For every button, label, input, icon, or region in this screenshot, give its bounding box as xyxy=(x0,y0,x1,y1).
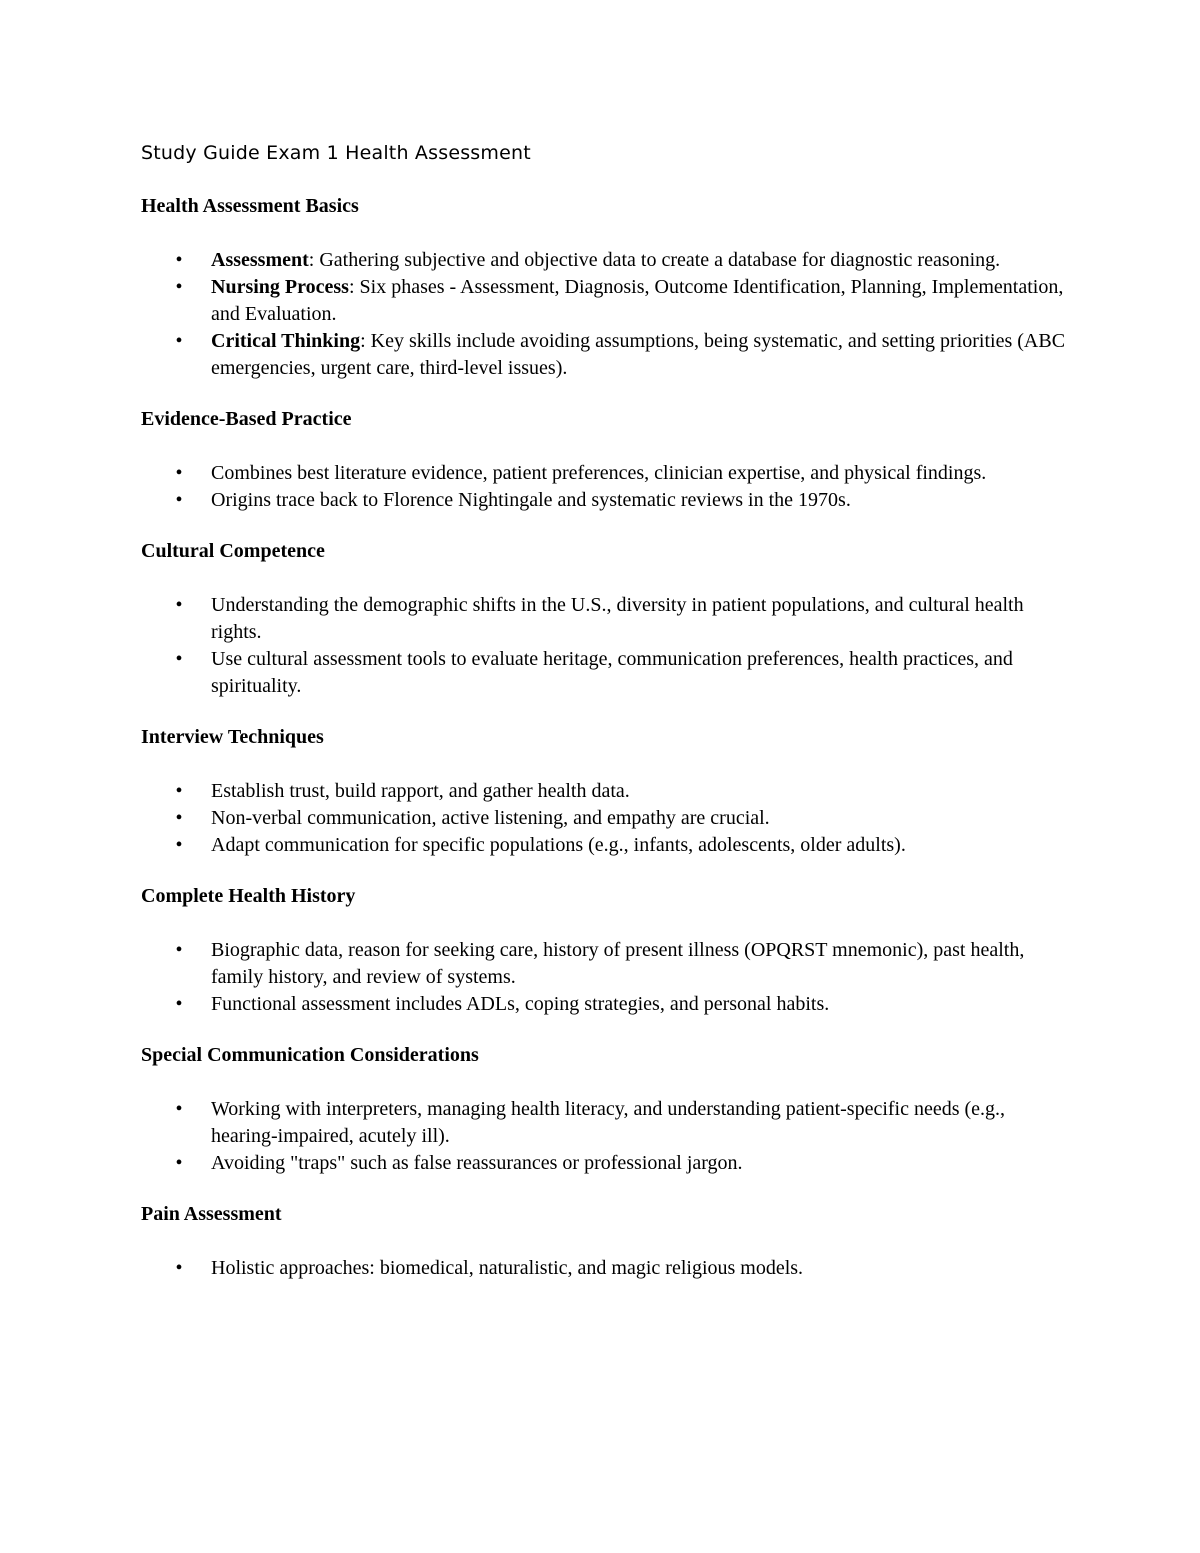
bullet-icon: • xyxy=(175,1098,183,1120)
bullet-icon: • xyxy=(175,1257,183,1279)
list-item-text: Origins trace back to Florence Nightingale and systematic reviews in the 1970s. xyxy=(211,489,851,511)
section xyxy=(141,406,1071,514)
document-page xyxy=(141,138,1071,1306)
list-item-text: Use cultural assessment tools to evaluate heritage, communication preferences, health practices, and spirituality. xyxy=(211,648,1013,697)
section-heading: Complete Health History xyxy=(141,885,356,907)
list-item-text: Non-verbal communication, active listening, and empathy are crucial. xyxy=(211,807,770,829)
bullet-icon: • xyxy=(175,276,183,298)
list-item-text: Working with interpreters, managing health literacy, and understanding patient-specific needs (e.g., hearing-impaired, acutely ill). xyxy=(211,1098,1006,1147)
bullet-icon: • xyxy=(175,939,183,961)
list-item xyxy=(141,460,1071,487)
bullet-list xyxy=(141,592,1071,700)
list-item xyxy=(141,487,1071,514)
bullet-icon: • xyxy=(175,780,183,802)
list-item-text: : Gathering subjective and objective data to create a database for diagnostic reasoning. xyxy=(308,249,1001,271)
list-item xyxy=(141,1255,1071,1282)
bullet-icon: • xyxy=(175,489,183,511)
list-item-term: Critical Thinking xyxy=(211,330,361,352)
list-item-text: Adapt communication for specific populations (e.g., infants, adolescents, older adults). xyxy=(211,834,906,856)
bullet-icon: • xyxy=(175,462,183,484)
section-heading: Evidence-Based Practice xyxy=(141,408,352,430)
section-heading: Special Communication Considerations xyxy=(141,1044,479,1066)
bullet-icon: • xyxy=(175,807,183,829)
list-item-term: Nursing Process xyxy=(211,276,349,298)
list-item-text: Combines best literature evidence, patient preferences, clinician expertise, and physical findings. xyxy=(211,462,987,484)
bullet-icon: • xyxy=(175,993,183,1015)
bullet-icon: • xyxy=(175,1152,183,1174)
section-heading: Health Assessment Basics xyxy=(141,195,359,217)
list-item-text: : Six phases - Assessment, Diagnosis, Outcome Identification, Planning, Implementation, and Evaluation. xyxy=(211,276,1064,325)
list-item xyxy=(141,937,1071,991)
list-item xyxy=(141,1150,1071,1177)
list-item-text: Understanding the demographic shifts in the U.S., diversity in patient populations, and cultural health rights. xyxy=(211,594,1024,643)
list-item xyxy=(141,274,1071,328)
list-item-text: Biographic data, reason for seeking care, history of present illness (OPQRST mnemonic), past health, family history, and review of systems. xyxy=(211,939,1025,988)
bullet-list xyxy=(141,460,1071,514)
list-item xyxy=(141,991,1071,1018)
list-item xyxy=(141,832,1071,859)
bullet-icon: • xyxy=(175,594,183,616)
document-title: Study Guide Exam 1 Health Assessment xyxy=(141,142,531,164)
list-item xyxy=(141,646,1071,700)
section-heading: Interview Techniques xyxy=(141,726,324,748)
list-item xyxy=(141,1096,1071,1150)
list-item xyxy=(141,328,1071,382)
section xyxy=(141,724,1071,859)
section-heading: Pain Assessment xyxy=(141,1203,282,1225)
bullet-icon: • xyxy=(175,648,183,670)
list-item-text: Holistic approaches: biomedical, naturalistic, and magic religious models. xyxy=(211,1257,804,1279)
section xyxy=(141,193,1071,382)
list-item-term: Assessment xyxy=(211,249,309,271)
bullet-list xyxy=(141,247,1071,382)
bullet-icon: • xyxy=(175,249,183,271)
section xyxy=(141,1201,1071,1282)
section-heading: Cultural Competence xyxy=(141,540,325,562)
list-item-text: : Key skills include avoiding assumptions, being systematic, and setting priorities (ABC emergencies, urgent care, third-level issues). xyxy=(211,330,1066,379)
list-item xyxy=(141,247,1071,274)
document-sections xyxy=(141,193,1071,1282)
list-item xyxy=(141,805,1071,832)
section xyxy=(141,883,1071,1018)
section xyxy=(141,538,1071,700)
bullet-icon: • xyxy=(175,330,183,352)
bullet-list xyxy=(141,1096,1071,1177)
bullet-icon: • xyxy=(175,834,183,856)
list-item-text: Establish trust, build rapport, and gather health data. xyxy=(211,780,630,802)
list-item-text: Avoiding "traps" such as false reassurances or professional jargon. xyxy=(211,1152,743,1174)
list-item xyxy=(141,778,1071,805)
section xyxy=(141,1042,1071,1177)
list-item-text: Functional assessment includes ADLs, coping strategies, and personal habits. xyxy=(211,993,830,1015)
bullet-list xyxy=(141,1255,1071,1282)
bullet-list xyxy=(141,778,1071,859)
bullet-list xyxy=(141,937,1071,1018)
list-item xyxy=(141,592,1071,646)
